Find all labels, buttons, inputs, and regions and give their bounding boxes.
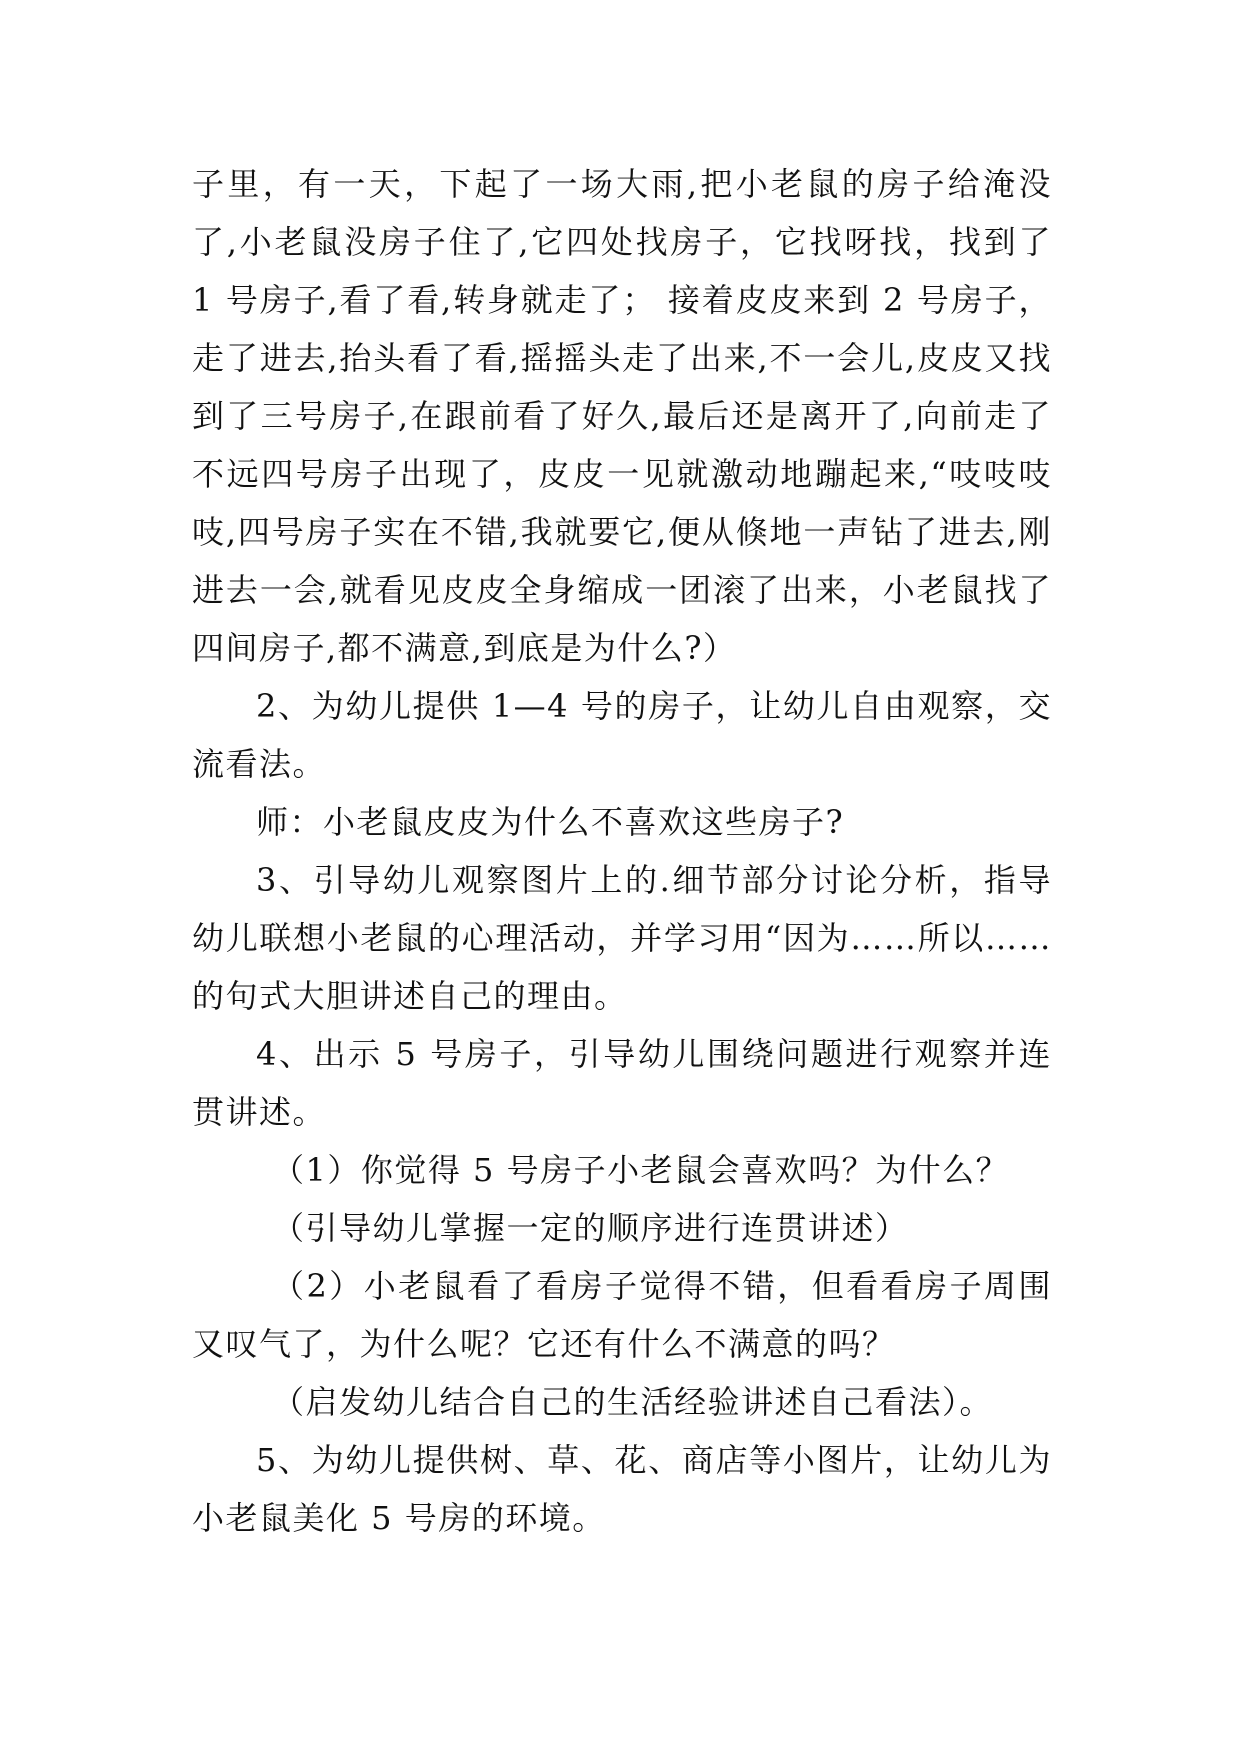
paragraph-step-3: 3、引导幼儿观察图片上的.细节部分讨论分析，指导幼儿联想小老鼠的心理活动，并学习用“因为……所以……的句式大胆讲述自己的理由。 — [192, 861, 1052, 1015]
document-body — [192, 155, 1052, 1547]
paragraph-step-2: 2、为幼儿提供 1—4 号的房子，让幼儿自由观察，交流看法。 — [192, 687, 1052, 783]
paragraph-guidance-1: （引导幼儿掌握一定的顺序进行连贯讲述） — [272, 1209, 909, 1247]
paragraph-guidance-2: （启发幼儿结合自己的生活经验讲述自己看法）。 — [272, 1383, 994, 1421]
paragraph-teacher-question: 师：小老鼠皮皮为什么不喜欢这些房子? — [256, 803, 845, 841]
paragraph-step-4: 4、出示 5 号房子，引导幼儿围绕问题进行观察并连贯讲述。 — [192, 1035, 1052, 1131]
paragraph-question-1: （1）你觉得 5 号房子小老鼠会喜欢吗？为什么？ — [272, 1151, 1010, 1189]
paragraph-story-continuation: 子里，有一天，下起了一场大雨,把小老鼠的房子给淹没了,小老鼠没房子住了,它四处找房子，它找呀找，找到了 1 号房子,看了看,转身就走了； 接着皮皮来到 2 号房子，走了进去,抬头看了看,摇摇头走了出来,不一会儿,皮皮又找到了三号房子,在跟前看了好久,最后还是离开了,向前走了不远四号房子出现了，皮皮一见就激动地蹦起来,“吱吱吱吱,四号房子实在不错,我就要它,便从倏地一声钻了进去,刚进去一会,就看见皮皮全身缩成一团滚了出来，小老鼠找了四间房子,都不满意,到底是为什么?） — [192, 165, 1052, 667]
paragraph-step-5: 5、为幼儿提供树、草、花、商店等小图片，让幼儿为小老鼠美化 5 号房的环境。 — [192, 1441, 1052, 1537]
paragraph-question-2: （2）小老鼠看了看房子觉得不错，但看看房子周围又叹气了，为什么呢？它还有什么不满意的吗？ — [192, 1267, 1052, 1363]
